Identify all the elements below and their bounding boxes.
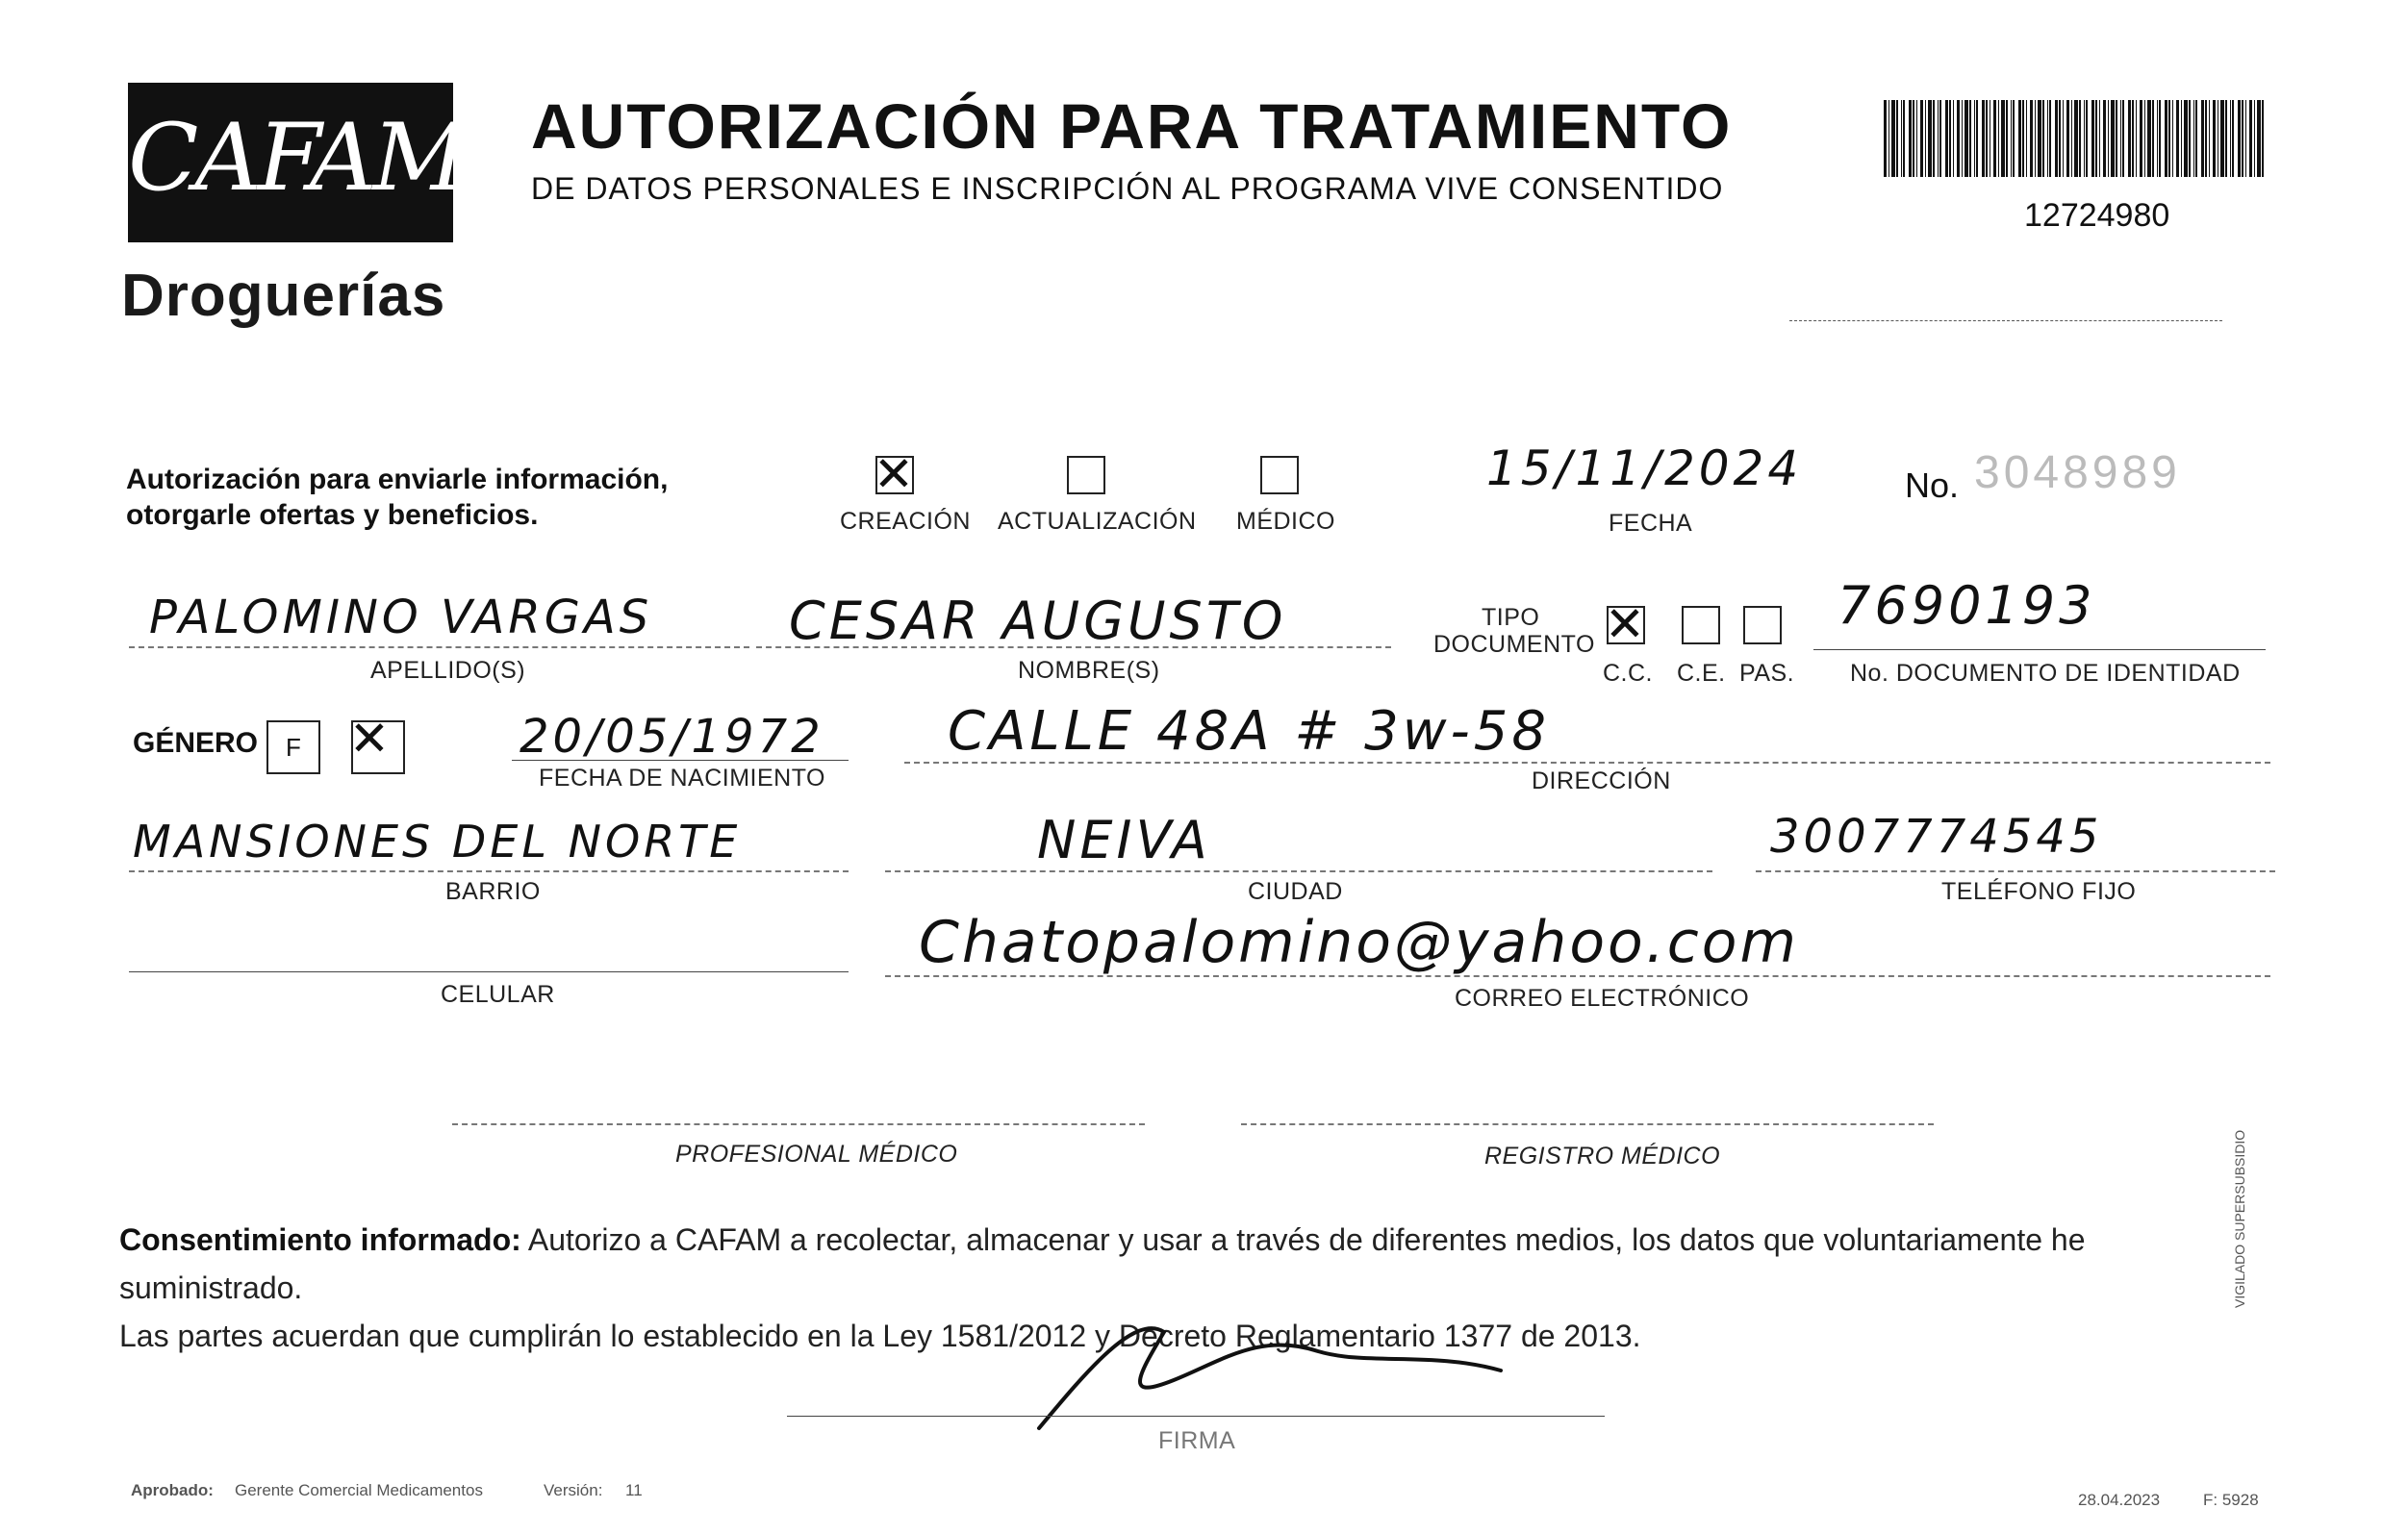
no-label: No.	[1905, 465, 1960, 505]
tipo-doc-label-2: DOCUMENTO	[1433, 631, 1595, 658]
correo-line[interactable]	[885, 975, 2270, 977]
cc-checkbox[interactable]	[1607, 606, 1645, 644]
genero-f-checkbox[interactable]: F	[266, 720, 320, 774]
correo-value: Chatopalomino@yahoo.com	[919, 909, 1799, 976]
doc-number-label: No. DOCUMENTO DE IDENTIDAD	[1850, 660, 2241, 687]
form-code: F: 5928	[2203, 1491, 2259, 1509]
correo-label: CORREO ELECTRÓNICO	[1455, 985, 1750, 1012]
medico-checkbox[interactable]	[1260, 456, 1299, 494]
firma-label: FIRMA	[1158, 1427, 1236, 1454]
barrio-value: MANSIONES DEL NORTE	[133, 816, 742, 868]
actualizacion-label: ACTUALIZACIÓN	[998, 508, 1197, 535]
apellidos-line[interactable]	[129, 646, 749, 648]
fecha-nac-value: 20/05/1972	[520, 710, 824, 764]
ciudad-label: CIUDAD	[1248, 878, 1343, 905]
apellidos-label: APELLIDO(S)	[370, 657, 526, 684]
form-subtitle: DE DATOS PERSONALES E INSCRIPCIÓN AL PROGRAMA VIVE CONSENTIDO	[531, 171, 1724, 206]
telefono-value: 3007774545	[1770, 810, 2103, 864]
barrio-line[interactable]	[129, 870, 849, 872]
consent-heading: Consentimiento informado:	[119, 1222, 521, 1257]
celular-label: CELULAR	[441, 981, 555, 1008]
aprobado-label: Aprobado:	[131, 1481, 214, 1499]
logo-text: CAFAM	[128, 104, 464, 212]
celular-line[interactable]	[129, 971, 849, 972]
registro-label: REGISTRO MÉDICO	[1484, 1143, 1721, 1169]
profesional-line[interactable]	[452, 1123, 1145, 1125]
barcode-number: 12724980	[2024, 197, 2170, 234]
genero-m-checkbox[interactable]	[351, 720, 405, 774]
version-value: 11	[625, 1481, 643, 1499]
firma-line[interactable]	[787, 1416, 1605, 1417]
fecha-label: FECHA	[1609, 510, 1693, 537]
consent-text-2: Las partes acuerdan que cumplirán lo establecido en la Ley 1581/2012 y Decreto Reglamentario 1377 de 2013.	[119, 1319, 1641, 1353]
no-value: 3048989	[1974, 447, 2181, 498]
nombres-label: NOMBRE(S)	[1018, 657, 1160, 684]
barcode	[1884, 100, 2267, 177]
tipo-doc-label-1: TIPO	[1482, 604, 1540, 631]
actualizacion-checkbox[interactable]	[1067, 456, 1105, 494]
date-code: 28.04.2023	[2078, 1491, 2161, 1509]
doc-number-value: 7690193	[1838, 575, 2096, 636]
registro-line[interactable]	[1241, 1123, 1934, 1125]
fecha-value: 15/11/2024	[1486, 440, 1803, 496]
header-underline	[1789, 320, 2222, 321]
side-text: VIGILADO SUPERSUBSIDIO	[2232, 1129, 2247, 1308]
creacion-label: CREACIÓN	[840, 508, 971, 535]
telefono-line[interactable]	[1756, 870, 2275, 872]
ciudad-line[interactable]	[885, 870, 1712, 872]
form-title: AUTORIZACIÓN PARA TRATAMIENTO	[531, 90, 1733, 162]
consent-text-1: Autorizo a CAFAM a recolectar, almacenar y usar a través de diferentes medios, los datos que voluntariamente he suministrado.	[119, 1222, 2086, 1305]
cc-label: C.C.	[1603, 660, 1653, 687]
profesional-label: PROFESIONAL MÉDICO	[675, 1141, 958, 1168]
direccion-label: DIRECCIÓN	[1532, 767, 1671, 794]
pas-label: PAS.	[1739, 660, 1795, 687]
ce-label: C.E.	[1677, 660, 1726, 687]
direccion-line[interactable]	[904, 762, 2270, 764]
genero-label: GÉNERO	[133, 727, 259, 759]
version-label: Versión:	[544, 1481, 603, 1499]
direccion-value: CALLE 48A # 3w-58	[948, 700, 1550, 763]
nombres-line[interactable]	[756, 646, 1391, 648]
nombres-value: CESAR AUGUSTO	[789, 591, 1287, 651]
auth-text-line2: otorgarle ofertas y beneficios.	[126, 499, 539, 531]
fecha-nac-line[interactable]	[512, 760, 849, 761]
auth-text-line1: Autorización para enviarle información,	[126, 464, 669, 495]
barrio-label: BARRIO	[445, 878, 541, 905]
aprobado-value: Gerente Comercial Medicamentos	[235, 1481, 483, 1499]
creacion-checkbox[interactable]	[875, 456, 914, 494]
pas-checkbox[interactable]	[1743, 606, 1782, 644]
ce-checkbox[interactable]	[1682, 606, 1720, 644]
fecha-nac-label: FECHA DE NACIMIENTO	[539, 765, 825, 792]
brand-subtitle: Droguerías	[121, 263, 446, 329]
apellidos-value: PALOMINO VARGAS	[149, 591, 653, 644]
telefono-label: TELÉFONO FIJO	[1941, 878, 2137, 905]
medico-label: MÉDICO	[1236, 508, 1335, 535]
doc-number-line[interactable]	[1813, 649, 2266, 650]
ciudad-value: NEIVA	[1037, 810, 1211, 870]
